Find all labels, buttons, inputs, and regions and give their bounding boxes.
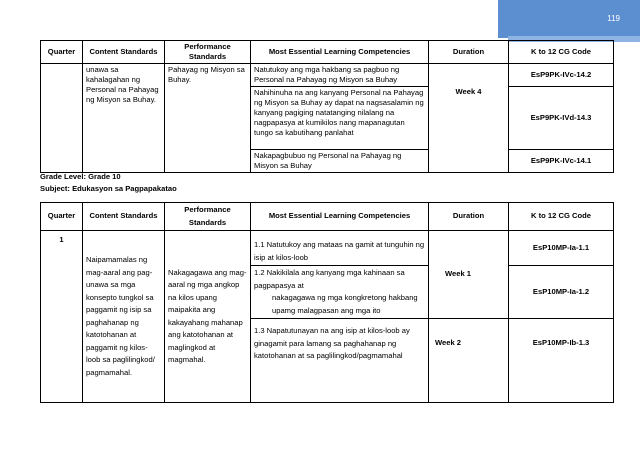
quarter-cell — [41, 64, 83, 173]
header-quarter: Quarter — [41, 41, 83, 64]
header-competencies: Most Essential Learning Competencies — [251, 41, 429, 64]
code-cell: EsP9PK-IVd-14.3 — [509, 87, 614, 150]
content-standards-text: Naipamamalas ng mag-aaral ang pag-unawa sa mga konsepto tungkol sa paggamit ng isip sa paghahanap ng katotohanan at paggamit ng kilos-loob sa paglilingkod/ pagmamahal. — [86, 255, 155, 377]
table-header-row — [41, 41, 614, 64]
content-standards-cell: unawa sa kahalagahan ng Personal na Pahayag ng Misyon sa Buhay. — [83, 64, 165, 173]
code-cell — [509, 266, 614, 319]
duration-label: Week 4 — [455, 87, 482, 96]
code-cell — [509, 319, 614, 403]
code-value: EsP10MP-Ia-1.1 — [532, 242, 590, 252]
competency-text: 1.3 Napatutunayan na ang isip at kilos-loob ay ginagamit para lamang sa paghahanap ng katotohanan at sa paglilingkod/pagmamahal — [254, 326, 410, 360]
competency-text-continued: nakagagawa ng mga kongkretong hakbang upamg malagpasan ang mga ito — [272, 293, 418, 315]
table-header-row — [41, 203, 614, 231]
header-duration: Duration — [429, 41, 509, 64]
performance-standards-cell: Pahayag ng Misyon sa Buhay. — [165, 64, 251, 173]
header-performance-standards: Performance Standards — [165, 203, 251, 231]
header-performance-standards: Performance Standards — [165, 41, 251, 64]
code-value: EsP10MP-Ia-1.2 — [532, 286, 590, 296]
page-number: 119 — [607, 14, 620, 23]
header-code: K to 12 CG Code — [509, 41, 614, 64]
table-row — [41, 64, 614, 87]
code-cell: EsP9PK-IVc-14.2 — [509, 64, 614, 87]
header-competencies: Most Essential Learning Competencies — [251, 203, 429, 231]
duration-label: Week 2 — [435, 338, 462, 347]
performance-standards-cell — [165, 231, 251, 403]
duration-cell — [429, 64, 509, 173]
table-row — [41, 231, 614, 266]
header-content-standards: Content Standards — [83, 203, 165, 231]
competency-cell — [251, 231, 429, 266]
grade-level: Grade Level: Grade 10 — [40, 172, 121, 181]
competency-cell — [251, 319, 429, 403]
code-value: EsP10MP-Ib-1.3 — [532, 338, 590, 347]
performance-standards-text: Nakagagawa ang mag-aaral ng mga angkop na kilos upang maipakita ang kakayahang mahanap ang katotohanan at maglingkod at magmahal. — [168, 267, 247, 364]
quarter-cell — [41, 231, 83, 403]
competency-text: 1.2 Nakikilala ang kanyang mga kahinaan sa pagpapasya at — [254, 268, 405, 290]
header-code: K to 12 CG Code — [509, 203, 614, 231]
code-cell: EsP9PK-IVc-14.1 — [509, 150, 614, 173]
table-grade-10 — [40, 202, 614, 403]
header-content-standards: Content Standards — [83, 41, 165, 64]
competency-cell: Nahihinuha na ang kanyang Personal na Pahayag ng Misyon sa Buhay ay dapat na nagsasalamin ng kanyang pagiging natatanging nilalang na nagpapasya at kumikilos nang mapanagutan tungo sa kabutihang panlahat — [251, 87, 429, 150]
competency-text: 1.1 Natutukoy ang mataas na gamit at tunguhin ng isip at kilos-loob — [254, 240, 425, 262]
table-grade-9 — [40, 40, 614, 173]
header-quarter: Quarter — [41, 203, 83, 231]
competency-cell — [251, 266, 429, 319]
code-cell — [509, 231, 614, 266]
quarter-value: 1 — [59, 235, 64, 244]
duration-cell — [429, 319, 509, 403]
competency-cell: Nakapagbubuo ng Personal na Pahayag ng Misyon sa Buhay — [251, 150, 429, 173]
duration-cell — [429, 231, 509, 319]
header-duration: Duration — [429, 203, 509, 231]
duration-label: Week 1 — [445, 269, 472, 279]
subject: Subject: Edukasyon sa Pagpapakatao — [40, 184, 177, 193]
competency-cell: Natutukoy ang mga hakbang sa pagbuo ng Personal na Pahayag ng Misyon sa Buhay — [251, 64, 429, 87]
content-standards-cell — [83, 231, 165, 403]
